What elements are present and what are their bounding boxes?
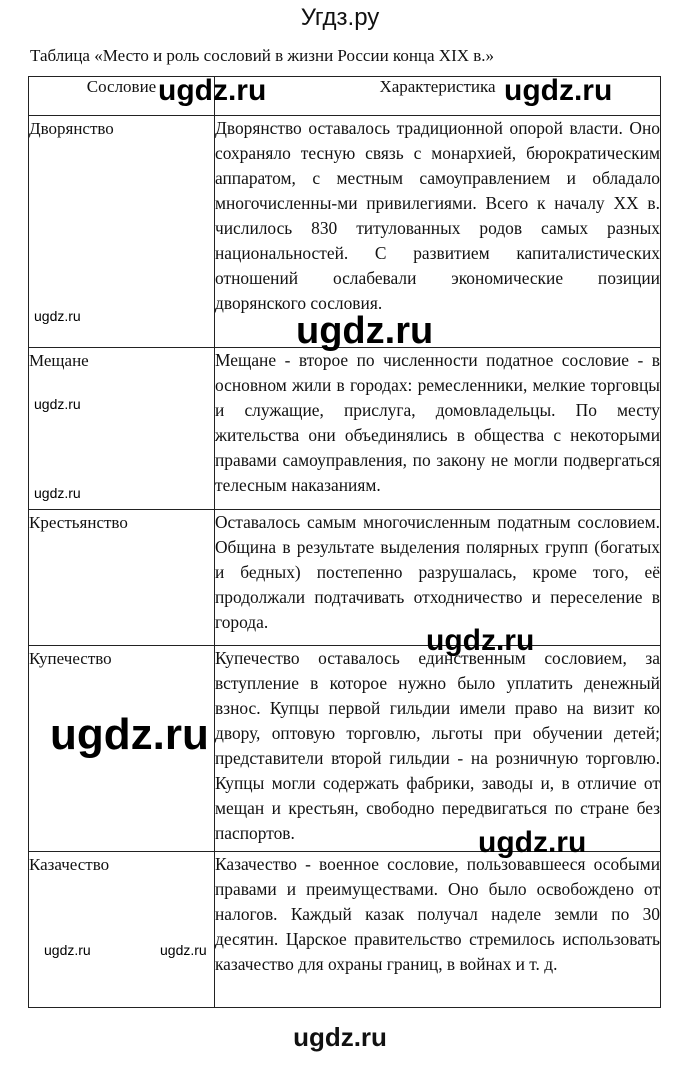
watermark: ugdz.ru — [478, 826, 587, 859]
watermark: ugdz.ru — [34, 308, 81, 324]
watermark: ugdz.ru — [158, 74, 267, 107]
table-row — [29, 510, 661, 646]
table-row — [29, 348, 661, 510]
site-title: Угдз.ру — [300, 4, 380, 31]
estates-table — [28, 76, 661, 1008]
table-row — [29, 116, 661, 348]
estate-description: Дворянство оставалось традиционной опорой власти. Оно сохраняло тесную связь с монархией, бюрократическим аппаратом, с местным самоуправлением и обладало многочисленны-ми привилегиями. Всего к началу XX в. числилось 830 титулованных родов самых разных национальностей. С развитием капиталистических отношений ослабевали экономические позиции дворянского сословия. — [215, 116, 661, 348]
estate-description: Казачество - военное сословие, пользовавшееся особыми правами и преимуществами. Оно было освобождено от налогов. Каждый казак получал наделе земли по 30 десятин. Царское правительство стремилось использовать казачество для охраны границ, в войнах и т. д. — [215, 852, 661, 1008]
watermark: ugdz.ru — [296, 310, 434, 352]
estate-description: Оставалось самым многочисленным податным сословием. Община в результате выделения полярных групп (богатых и бедных) постепенно разрушалась, кроме того, её продолжали подтачивать отходничество и переселение в города. — [215, 510, 661, 646]
estate-name: Купечество — [29, 646, 215, 852]
estate-name: Казачество — [29, 852, 215, 1008]
table-caption: Таблица «Место и роль сословий в жизни России конца XIX в.» — [30, 46, 495, 65]
watermark: ugdz.ru — [160, 942, 207, 958]
table-header-row — [29, 77, 661, 116]
watermark: ugdz.ru — [34, 396, 81, 412]
column-header-characteristic: Характеристика — [215, 77, 661, 116]
estate-name: Мещане — [29, 348, 215, 510]
watermark: ugdz.ru — [44, 942, 91, 958]
table-row — [29, 852, 661, 1008]
watermark: ugdz.ru — [504, 74, 613, 107]
footer-watermark: ugdz.ru — [293, 1022, 387, 1052]
table-row — [29, 646, 661, 852]
watermark: ugdz.ru — [50, 710, 209, 759]
column-header-estate: Сословие — [29, 77, 215, 116]
watermark: ugdz.ru — [34, 485, 81, 501]
watermark: ugdz.ru — [426, 624, 535, 657]
estate-description: Купечество оставалось единственным сословием, за вступление в которое нужно было уплатить денежный взнос. Купцы первой гильдии имели право на визит ко двору, оптовую торговлю, льготы при обучении детей; представители второй гильдии - на розничную торговлю. Купцы могли содержать фабрики, заводы и, в отличие от мещан и крестьян, свободно передвигаться по стране без паспортов. — [215, 646, 661, 852]
estate-name: Крестьянство — [29, 510, 215, 646]
estate-description: Мещане - второе по численности податное сословие - в основном жили в городах: ремесленники, мелкие торговцы и служащие, прислуга, домовладельцы. По месту жительства они объединялись в общества с некоторыми правами самоуправления, по закону не могли подвергаться телесным наказаниям. — [215, 348, 661, 510]
estate-name: Дворянство — [29, 116, 215, 348]
